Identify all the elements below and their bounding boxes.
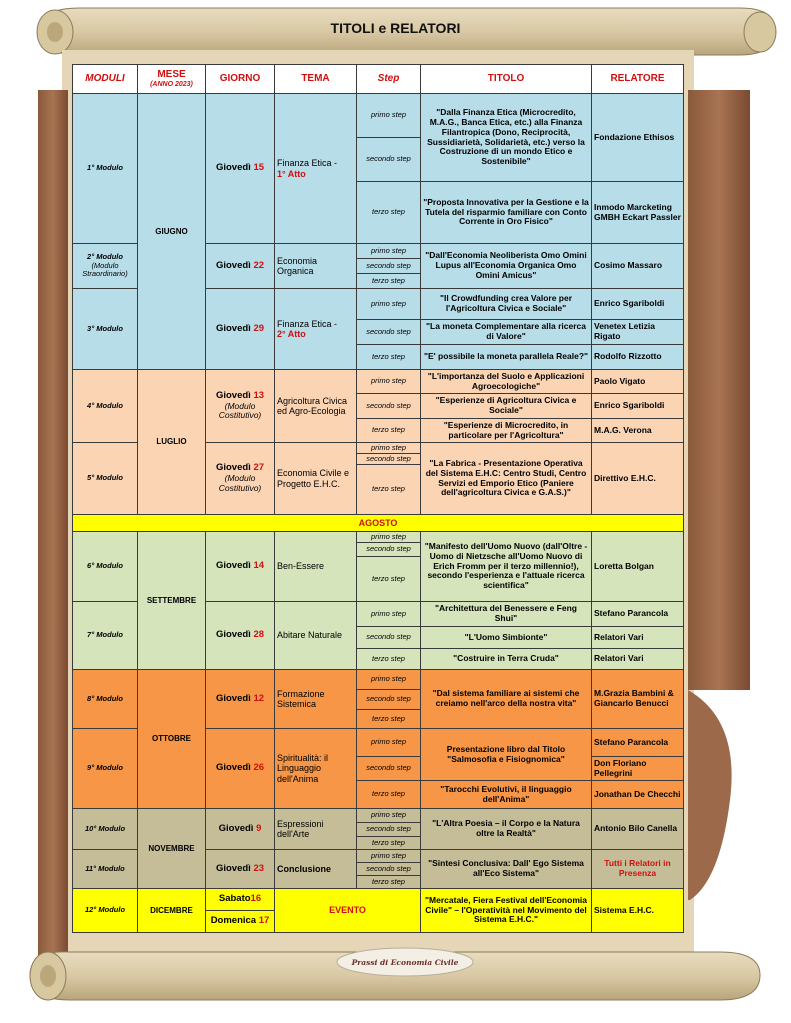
step-label: terzo step bbox=[357, 837, 421, 850]
titolo-cell: "Architettura del Benessere e Feng Shui" bbox=[421, 602, 592, 627]
day-cell bbox=[206, 94, 275, 244]
month-settembre: SETTEMBRE bbox=[138, 532, 206, 670]
tema-cell: Agricoltura Civica ed Agro-Ecologia bbox=[275, 370, 357, 443]
tema-cell bbox=[275, 94, 357, 244]
day-number: 9 bbox=[256, 822, 262, 834]
step-label: primo step bbox=[357, 809, 421, 823]
titolo-cell: "L'importanza del Suolo e Applicazioni Agroecologiche" bbox=[421, 370, 592, 394]
tema-text: Conclusione bbox=[277, 863, 332, 874]
tema-cell bbox=[275, 850, 357, 889]
titolo-cell: "L'Uomo Simbionte" bbox=[421, 627, 592, 649]
module-label: 5° Modulo bbox=[73, 443, 138, 515]
relatore-cell: Stefano Parancola bbox=[592, 729, 684, 757]
step-label: secondo step bbox=[357, 454, 421, 465]
day-word: Giovedì bbox=[215, 389, 251, 401]
relatore-cell: Paolo Vigato bbox=[592, 370, 684, 394]
step-label: secondo step bbox=[357, 863, 421, 876]
day-word: Giovedì bbox=[215, 692, 251, 704]
titolo-cell: "Dal sistema familiare ai sistemi che creiamo nell'arco della nostra vita" bbox=[421, 670, 592, 729]
step-label: terzo step bbox=[357, 710, 421, 729]
day-cell bbox=[206, 809, 275, 850]
relatore-cell: Relatori Vari bbox=[592, 627, 684, 649]
day-word: Giovedì bbox=[215, 629, 251, 641]
titolo-cell: "Manifesto dell'Uomo Nuovo (dall'Oltre - Uomo di Nietzsche all'Uomo Nuovo di Erich Fromm per il terzo millennio!), secondo l'esperienza e l'attuale ricerca scientifica" bbox=[421, 532, 592, 602]
relatore-cell: Venetex Letizia Rigato bbox=[592, 320, 684, 345]
mese-sub-label: (ANNO 2023) bbox=[150, 80, 193, 88]
tema-red: 2° Atto bbox=[277, 329, 306, 339]
titolo-cell: Presentazione libro dal Titolo "Salmosofia e Fisiognomica" bbox=[421, 729, 592, 781]
step-label: primo step bbox=[357, 670, 421, 690]
titolo-cell: "Tarocchi Evolutivi, il linguaggio dell'Anima" bbox=[421, 781, 592, 809]
tema-text: Finanza Etica - bbox=[277, 318, 338, 329]
day-cell bbox=[206, 532, 275, 602]
day-number: 13 bbox=[253, 389, 265, 401]
module-label: 3° Modulo bbox=[73, 289, 138, 370]
step-label: terzo step bbox=[357, 876, 421, 889]
tema-cell: Spiritualità: il Linguaggio dell'Anima bbox=[275, 729, 357, 809]
evento-label: EVENTO bbox=[275, 889, 421, 933]
relatore-cell: Enrico Sgariboldi bbox=[592, 289, 684, 320]
step-label: secondo step bbox=[357, 690, 421, 710]
month-luglio: LUGLIO bbox=[138, 370, 206, 515]
relatore-cell: Don Floriano Pellegrini bbox=[592, 757, 684, 781]
step-label: secondo step bbox=[357, 394, 421, 419]
step-label: terzo step bbox=[357, 419, 421, 443]
titolo-cell: "Costruire in Terra Cruda" bbox=[421, 649, 592, 670]
titolo-cell: "Sintesi Conclusiva: Dall' Ego Sistema all'Eco Sistema" bbox=[421, 850, 592, 889]
col-header-relatore: RELATORE bbox=[592, 65, 684, 94]
day-cell bbox=[206, 911, 275, 933]
day-word: Sabato bbox=[218, 893, 251, 905]
step-label: primo step bbox=[357, 532, 421, 543]
logo: Prassi di Economia Civile bbox=[351, 958, 459, 967]
col-header-moduli: MODULI bbox=[73, 65, 138, 94]
relatore-cell: Enrico Sgariboldi bbox=[592, 394, 684, 419]
month-novembre: NOVEMBRE bbox=[138, 809, 206, 889]
module-label: 6° Modulo bbox=[73, 532, 138, 602]
day-cell bbox=[206, 889, 275, 911]
step-label: terzo step bbox=[357, 557, 421, 602]
day-sub: (Modulo Costitutivo) bbox=[218, 400, 262, 421]
module-label: 7° Modulo bbox=[73, 602, 138, 670]
day-number: 17 bbox=[258, 915, 270, 927]
day-cell bbox=[206, 850, 275, 889]
day-word: Giovedì bbox=[218, 822, 254, 834]
step-label: secondo step bbox=[357, 757, 421, 781]
relatore-cell: M.Grazia Bambini & Giancarlo Benucci bbox=[592, 670, 684, 729]
step-label: terzo step bbox=[357, 274, 421, 289]
titolo-cell: "Esperienze di Microcredito, in particolare per l'Agricoltura" bbox=[421, 419, 592, 443]
step-label: secondo step bbox=[357, 627, 421, 649]
day-cell bbox=[206, 289, 275, 370]
schedule-table bbox=[72, 64, 684, 933]
col-header-titolo: TITOLO bbox=[421, 65, 592, 94]
module-label-text: 2° Modulo bbox=[87, 252, 123, 262]
tema-red: 1° Atto bbox=[277, 168, 306, 179]
relatore-cell: Stefano Parancola bbox=[592, 602, 684, 627]
tema-cell: Espressioni dell'Arte bbox=[275, 809, 357, 850]
header-row bbox=[73, 65, 684, 94]
titolo-cell: "Mercatale, Fiera Festival dell'Economia Civile" – l'Operatività nel Movimento del Sistema E.H.C." bbox=[421, 889, 592, 933]
table-row bbox=[73, 889, 684, 911]
relatore-cell: Direttivo E.H.C. bbox=[592, 443, 684, 515]
module-label: 1° Modulo bbox=[73, 94, 138, 244]
step-label: terzo step bbox=[357, 345, 421, 370]
step-label: primo step bbox=[357, 850, 421, 863]
month-giugno: GIUGNO bbox=[138, 94, 206, 370]
table-row bbox=[73, 94, 684, 138]
col-header-mese bbox=[138, 65, 206, 94]
relatore-cell: Antonio Bilo Canella bbox=[592, 809, 684, 850]
day-cell bbox=[206, 370, 275, 443]
titolo-cell: "Dalla Finanza Etica (Microcredito, M.A.G., Banca Etica, etc.) alla Finanza Filantropica (Dono, Reciprocità, Sussidiarietà, Solidarietà, etc.) verso la Costruzione di un mondo Etico e Sostenibile" bbox=[421, 94, 592, 182]
tema-cell: Formazione Sistemica bbox=[275, 670, 357, 729]
day-word: Giovedì bbox=[215, 462, 251, 474]
day-number: 26 bbox=[253, 762, 265, 774]
day-word: Giovedì bbox=[215, 259, 251, 271]
relatore-cell: Sistema E.H.C. bbox=[592, 889, 684, 933]
day-number: 27 bbox=[253, 462, 265, 474]
day-word: Giovedì bbox=[215, 322, 251, 334]
titolo-cell: "La Fabrica - Presentazione Operativa del Sistema E.H.C: Centro Studi, Centro Servizi ed Emporio Etico (Paniere dell'agricoltura Civica e G.A.S.)" bbox=[421, 443, 592, 515]
day-number: 15 bbox=[253, 162, 265, 174]
relatore-cell: Loretta Bolgan bbox=[592, 532, 684, 602]
table-row bbox=[73, 532, 684, 543]
titolo-cell: "Dall'Economia Neoliberista Omo Omini Lupus all'Economia Organica Omo Omini Amicus" bbox=[421, 244, 592, 289]
step-label: secondo step bbox=[357, 543, 421, 557]
day-cell bbox=[206, 729, 275, 809]
titolo-cell: "Proposta Innovativa per la Gestione e la Tutela del risparmio familiare con Conto Corrente in Oro Fisico" bbox=[421, 182, 592, 244]
month-agosto: AGOSTO bbox=[73, 515, 684, 532]
relatore-cell: Fondazione Ethisos bbox=[592, 94, 684, 182]
table-row bbox=[73, 809, 684, 823]
tema-cell: Ben-Essere bbox=[275, 532, 357, 602]
tema-cell: Abitare Naturale bbox=[275, 602, 357, 670]
step-label: primo step bbox=[357, 244, 421, 259]
relatore-cell: Relatori Vari bbox=[592, 649, 684, 670]
relatore-cell: Rodolfo Rizzotto bbox=[592, 345, 684, 370]
tema-cell bbox=[275, 289, 357, 370]
col-header-giorno: GIORNO bbox=[206, 65, 275, 94]
day-cell bbox=[206, 244, 275, 289]
step-label: terzo step bbox=[357, 649, 421, 670]
titolo-cell: "E' possibile la moneta parallela Reale?" bbox=[421, 345, 592, 370]
day-cell bbox=[206, 670, 275, 729]
tema-cell: Economia Civile e Progetto E.H.C. bbox=[275, 443, 357, 515]
step-label: primo step bbox=[357, 602, 421, 627]
module-label: 11° Modulo bbox=[73, 850, 138, 889]
step-label: primo step bbox=[357, 370, 421, 394]
day-number: 14 bbox=[253, 560, 265, 572]
relatore-cell: M.A.G. Verona bbox=[592, 419, 684, 443]
page-title: TITOLI e RELATORI bbox=[330, 20, 461, 36]
day-word: Giovedì bbox=[215, 162, 251, 174]
step-label: secondo step bbox=[357, 138, 421, 182]
step-label: secondo step bbox=[357, 259, 421, 274]
relatore-cell: Jonathan De Checchi bbox=[592, 781, 684, 809]
month-dicembre: DICEMBRE bbox=[138, 889, 206, 933]
col-header-tema: TEMA bbox=[275, 65, 357, 94]
module-label: 4° Modulo bbox=[73, 370, 138, 443]
tema-text: Finanza Etica - bbox=[277, 158, 338, 169]
day-cell bbox=[206, 443, 275, 515]
step-label: primo step bbox=[357, 729, 421, 757]
module-label: 9° Modulo bbox=[73, 729, 138, 809]
step-label: terzo step bbox=[357, 182, 421, 244]
relatore-cell: Tutti i Relatori in Presenza bbox=[592, 850, 684, 889]
relatore-cell: Inmodo Marcketing GMBH Eckart Passler bbox=[592, 182, 684, 244]
step-label: secondo step bbox=[357, 823, 421, 837]
titolo-cell: "La moneta Complementare alla ricerca di Valore" bbox=[421, 320, 592, 345]
module-label: 12° Modulo bbox=[73, 889, 138, 933]
day-number: 16 bbox=[250, 893, 262, 905]
day-cell bbox=[206, 602, 275, 670]
day-number: 22 bbox=[253, 259, 265, 271]
step-label: secondo step bbox=[357, 320, 421, 345]
day-word: Giovedì bbox=[215, 762, 251, 774]
module-label: 8° Modulo bbox=[73, 670, 138, 729]
step-label: terzo step bbox=[357, 781, 421, 809]
step-label: primo step bbox=[357, 289, 421, 320]
day-sub: (Modulo Costitutivo) bbox=[218, 473, 262, 493]
day-word: Giovedì bbox=[215, 862, 251, 874]
day-word: Domenica bbox=[210, 915, 257, 927]
step-label: terzo step bbox=[357, 465, 421, 515]
col-header-step: Step bbox=[357, 65, 421, 94]
module-label bbox=[73, 244, 138, 289]
month-ottobre: OTTOBRE bbox=[138, 670, 206, 809]
step-label: primo step bbox=[357, 443, 421, 454]
day-number: 23 bbox=[253, 862, 265, 874]
table-row bbox=[73, 370, 684, 394]
day-number: 29 bbox=[253, 322, 265, 334]
titolo-cell: "L'Altra Poesia – il Corpo e la Natura oltre la Realtà" bbox=[421, 809, 592, 850]
relatore-cell: Cosimo Massaro bbox=[592, 244, 684, 289]
step-label: primo step bbox=[357, 94, 421, 138]
day-number: 12 bbox=[253, 692, 265, 704]
titolo-cell: "Esperienze di Agricoltura Civica e Sociale" bbox=[421, 394, 592, 419]
table-row bbox=[73, 515, 684, 532]
module-label: 10° Modulo bbox=[73, 809, 138, 850]
day-word: Giovedì bbox=[215, 560, 251, 572]
titolo-cell: "Il Crowdfunding crea Valore per l'Agricoltura Civica e Sociale" bbox=[421, 289, 592, 320]
day-number: 28 bbox=[253, 629, 265, 641]
table-row bbox=[73, 670, 684, 690]
module-sub: (Modulo Straordinario) bbox=[82, 260, 128, 279]
tema-cell: Economia Organica bbox=[275, 244, 357, 289]
mese-label: MESE bbox=[157, 69, 186, 81]
